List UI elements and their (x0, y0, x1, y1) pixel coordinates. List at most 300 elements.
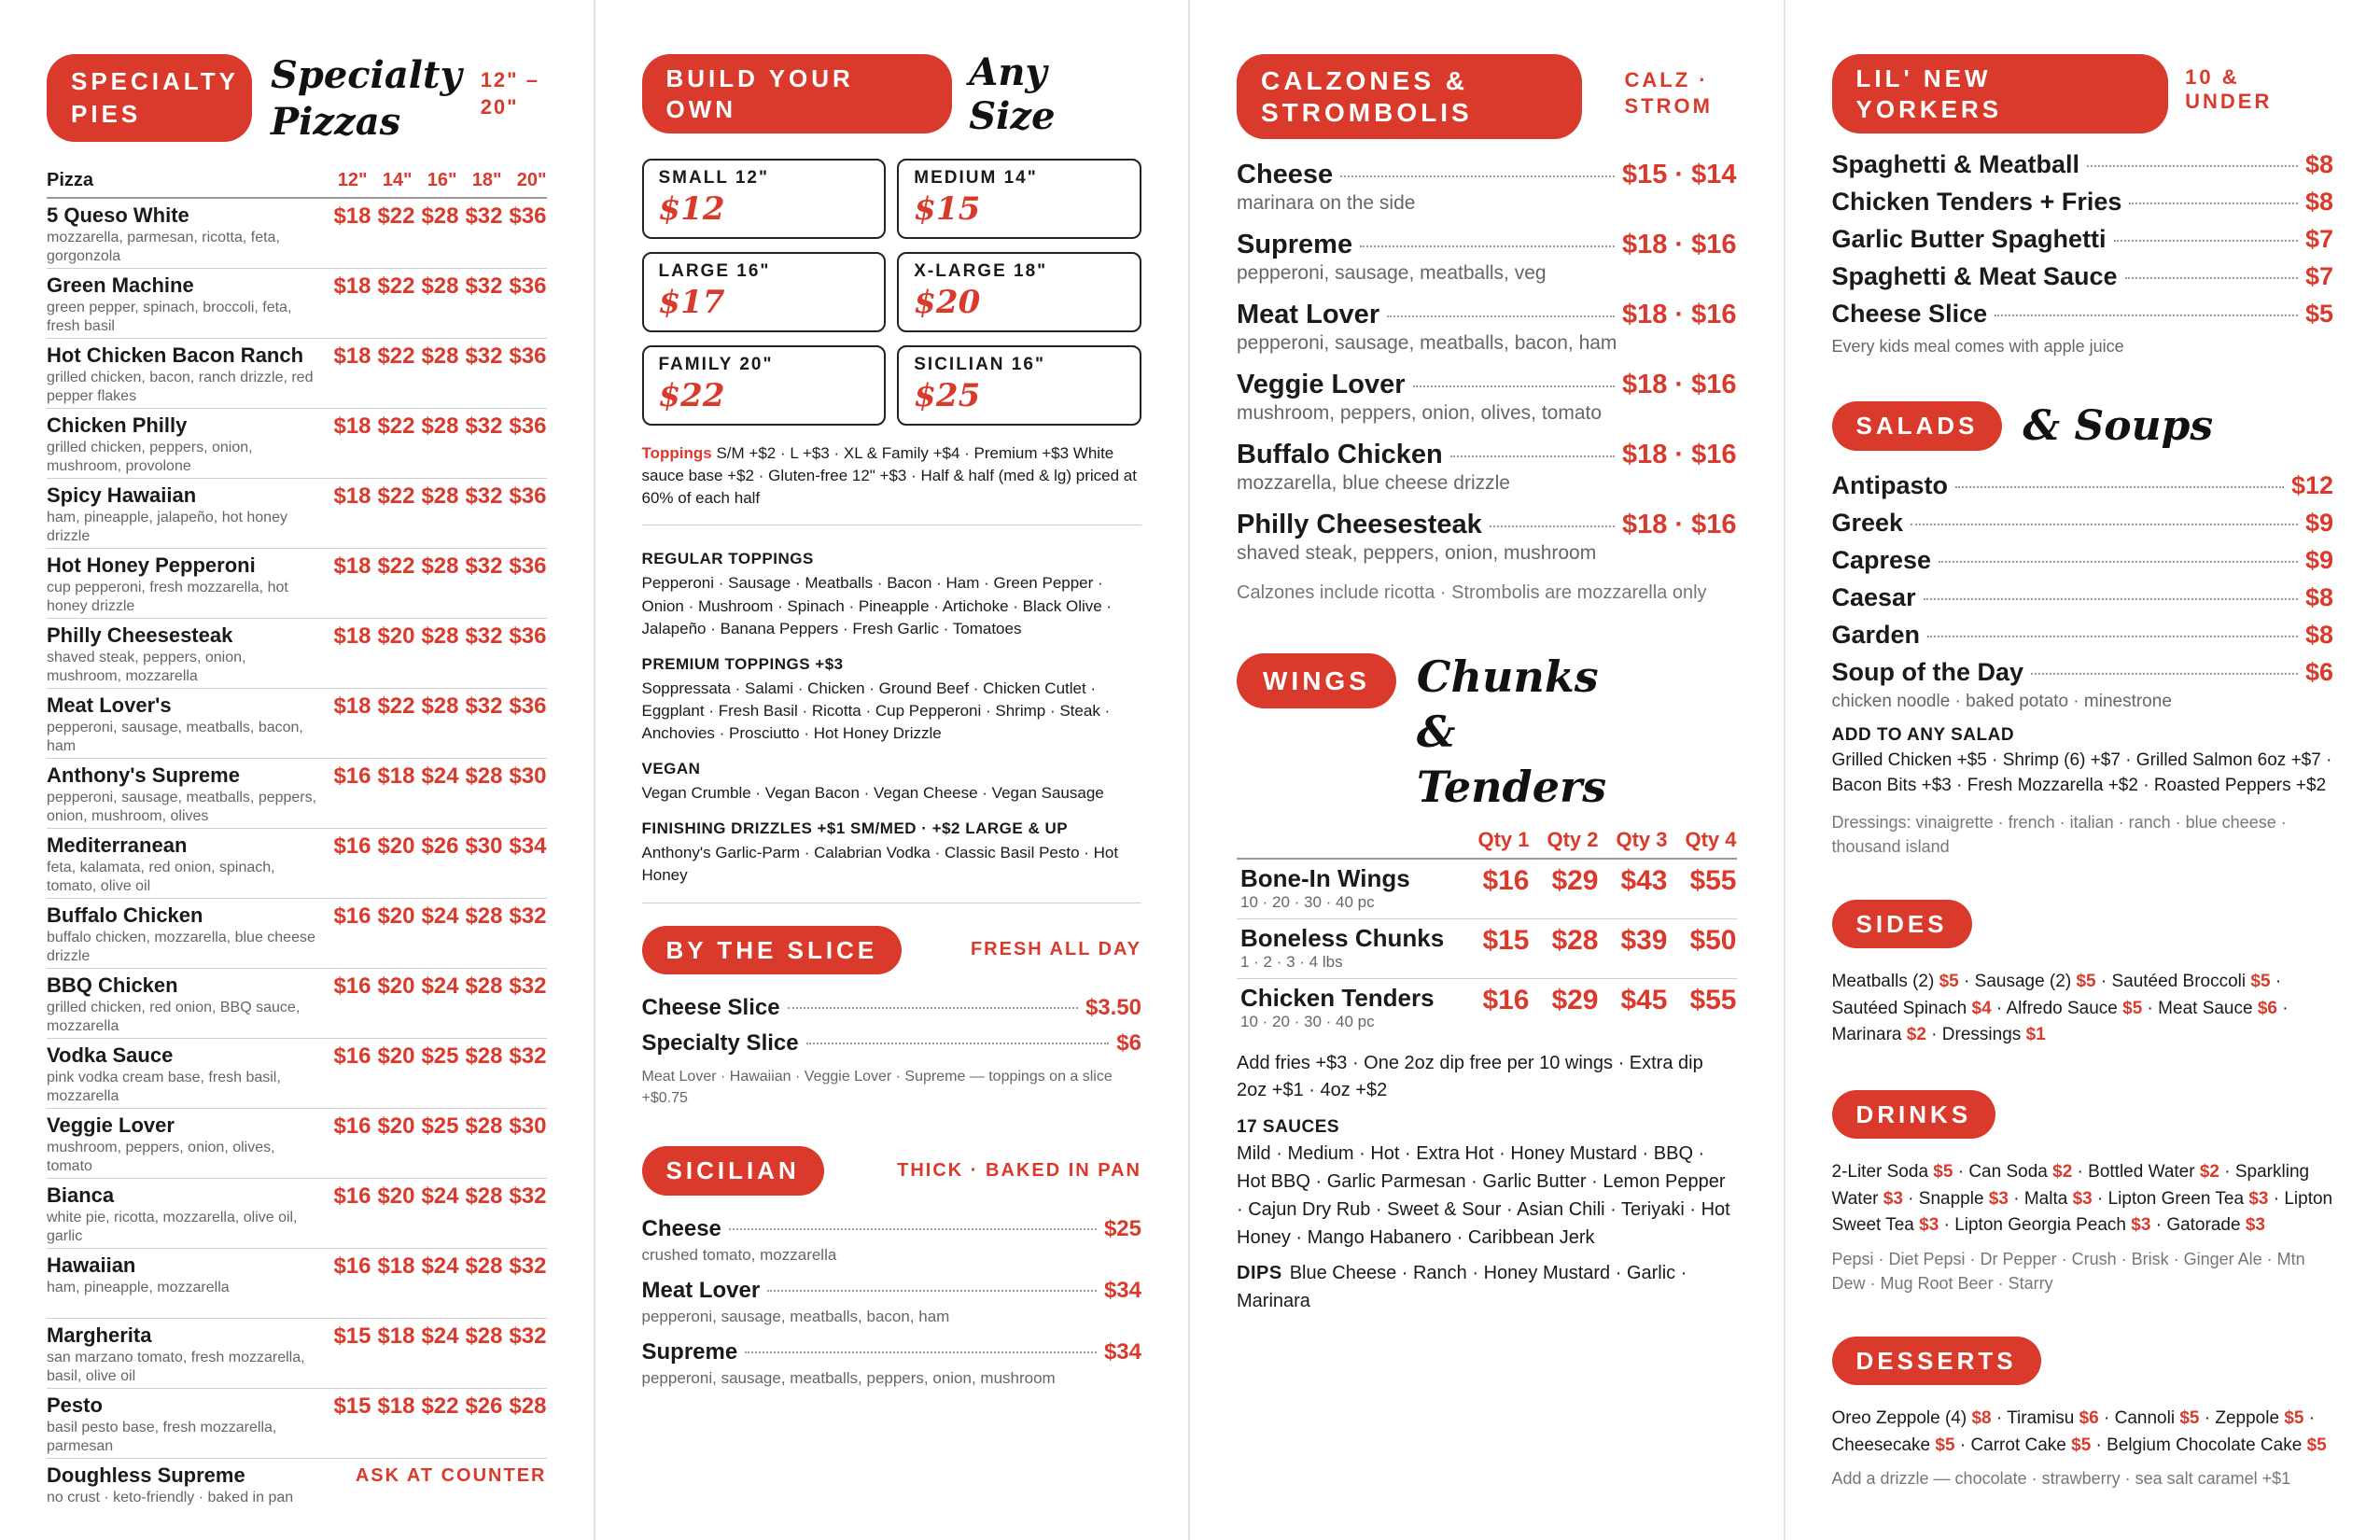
size-header: 16" (427, 170, 457, 190)
desserts-pill: DESSERTS (1832, 1337, 2041, 1386)
separator: · (2277, 998, 2289, 1018)
item-price: $3 (2131, 1215, 2151, 1236)
item-name: Lipton Sweet Tea (1831, 1188, 2333, 1236)
pie-price: $32 (509, 903, 547, 929)
pie-name: Spicy Hawaiian (47, 483, 197, 507)
pie-price: $32 (509, 1183, 547, 1209)
pie-price: $32 (465, 343, 503, 369)
item-price: $5 (1933, 1162, 1953, 1183)
wing-counts: 1 · 2 · 3 · 4 lbs (1240, 953, 1343, 972)
menu-item (642, 1216, 1142, 1242)
pie-text (47, 203, 328, 264)
menu-item (1237, 510, 1737, 540)
size-price: $20 (914, 284, 981, 321)
sides-pill: SIDES (1832, 900, 1972, 949)
pie-text (47, 553, 328, 614)
pie-description: cup pepperoni, fresh mozzarella, hot honey drizzle (47, 580, 288, 614)
kids-list (1832, 150, 2334, 329)
dot-leader (2129, 203, 2298, 204)
table-row (47, 199, 547, 269)
soup-varieties: chicken noodle · baked potato · minestrone (1831, 691, 2172, 711)
item-name: Tiramisu (2007, 1408, 2075, 1429)
pie-price: $16 (333, 1183, 371, 1209)
size-price: $25 (914, 377, 981, 414)
topping-group (642, 550, 1142, 639)
pie-price: $32 (509, 1043, 547, 1069)
pie-price: $28 (465, 763, 503, 789)
topping-group-list: Vegan Crumble · Vegan Bacon · Vegan Cheese · Vegan Sausage (641, 784, 1104, 803)
pie-text (47, 273, 328, 334)
sides-list (1832, 969, 2334, 1049)
size-header: 12" (337, 170, 368, 190)
item-name: Can Soda (1968, 1162, 2048, 1183)
pie-description: san marzano tomato, fresh mozzarella, basil, olive oil (47, 1350, 305, 1384)
pie-description: green pepper, spinach, broccoli, feta, fresh basil (47, 300, 292, 334)
calzones-tag: CALZ · STROM (1624, 68, 1713, 118)
pie-price: $22 (421, 1393, 459, 1419)
item-name: Cheese (641, 1215, 721, 1241)
drinks-section (1832, 1090, 2334, 1295)
dressings-note: Dressings: vinaigrette · french · italian · ranch · blue cheese · thousand island (1831, 812, 2287, 856)
pie-price: $32 (465, 623, 503, 649)
pie-prices (328, 1323, 547, 1384)
table-row (47, 689, 547, 759)
pie-price: $30 (509, 763, 547, 789)
dips-line (1237, 1259, 1737, 1315)
pie-description: mushroom, peppers, onion, olives, tomato (47, 1140, 275, 1174)
qty-header: Qty 3 (1616, 827, 1668, 851)
size-option (642, 345, 887, 426)
item-name: Antipasto (1831, 470, 1948, 499)
column-specialty (0, 0, 595, 1540)
pie-price: $28 (465, 1253, 503, 1279)
salads-pill: SALADS (1832, 401, 2003, 451)
pie-prices (328, 1253, 547, 1314)
pie-prices (328, 1183, 547, 1244)
addon-list: Grilled Chicken +$5 · Shrimp (6) +$7 · Grilled Salmon 6oz +$7 · Bacon Bits +$3 · Fresh Mozzarella +$2 · Roasted Peppers +$2 (1831, 749, 2332, 796)
pie-description: pepperoni, sausage, meatballs, peppers, onion, mushroom, olives (47, 790, 317, 824)
item-description: pepperoni, sausage, meatballs, peppers, onion, mushroom (641, 1368, 1056, 1387)
separator: · (1902, 1188, 1919, 1209)
pie-description: pink vodka cream base, fresh basil, mozzarella (47, 1070, 281, 1104)
item-price: $7 (2304, 262, 2333, 290)
topping-group (642, 655, 1142, 745)
menu-item (1832, 583, 2334, 612)
topping-group-list: Pepperoni · Sausage · Meatballs · Bacon · Ham · Green Pepper · Onion · Mushroom · Spinach · Pineapple · Artichoke · Black Olive · Jalapeño · Banana Peppers · Fresh Garlic · Tomatoes (641, 574, 1113, 637)
item-price: $2 (1906, 1025, 1926, 1045)
column-kids-salads-sides (1785, 0, 2380, 1540)
pie-name: Margherita (47, 1323, 152, 1347)
item-name: Marinara (1831, 1025, 1902, 1045)
pie-price: $28 (421, 273, 459, 299)
item-name: Bottled Water (2088, 1162, 2195, 1183)
separator: · (2142, 998, 2159, 1018)
wing-price: $45 (1620, 984, 1668, 1015)
separator: · (2219, 1162, 2235, 1183)
topping-group-title: FINISHING DRIZZLES +$1 SM/MED · +$2 LARGE & UP (641, 819, 1069, 838)
item-price: $8 (2304, 150, 2333, 178)
salads-header (1832, 401, 2334, 451)
pie-price: $16 (333, 763, 371, 789)
wing-text (1237, 985, 1461, 1035)
item-price: $5 (2306, 1435, 2327, 1455)
item-description: crushed tomato, mozzarella (641, 1245, 837, 1264)
pie-price: $28 (421, 343, 459, 369)
pie-price: $20 (377, 623, 415, 649)
kids-header (1832, 54, 2334, 133)
item-price: $4 (1971, 998, 1992, 1018)
item-price: $3 (1988, 1188, 2009, 1209)
pie-price: $22 (377, 203, 415, 229)
byo-header (642, 50, 1142, 138)
pie-text (47, 973, 328, 1034)
pie-text (47, 1043, 328, 1104)
pie-price: $36 (509, 483, 547, 509)
table-row (47, 969, 547, 1039)
pie-price: $16 (333, 833, 371, 859)
item-name: Veggie Lover (1237, 370, 1406, 400)
pie-price: $16 (333, 1113, 371, 1139)
pie-price: $36 (509, 623, 547, 649)
column-calzones-wings (1190, 0, 1785, 1540)
byo-size-grid (642, 159, 1142, 426)
topping-group-title: REGULAR TOPPINGS (641, 550, 814, 568)
table-row (47, 829, 547, 899)
item-name: Specialty Slice (641, 1030, 799, 1056)
topping-group-title: PREMIUM TOPPINGS +$3 (641, 654, 844, 673)
pie-name: Hot Honey Pepperoni (47, 553, 256, 577)
sides-section (1832, 900, 2334, 1049)
item-description: pepperoni, sausage, meatballs, veg (1237, 262, 1547, 285)
dot-leader (1955, 486, 2284, 488)
pie-prices (328, 553, 547, 614)
topping-group-list: Soppressata · Salami · Chicken · Ground Beef · Chicken Cutlet · Eggplant · Fresh Basil · Ricotta · Cup Pepperoni · Shrimp · Steak · Anchovies · Prosciutto · Hot Honey Drizzle (641, 679, 1111, 742)
item-price: $5 (1939, 972, 1959, 992)
size-price: $22 (658, 377, 725, 414)
desserts-note: Add a drizzle — chocolate · strawberry · sea salt caramel +$1 (1831, 1469, 2291, 1489)
pie-text (47, 903, 328, 964)
size-label: LARGE 16" (658, 261, 771, 281)
pie-prices (328, 623, 547, 684)
item-name: Dressings (1941, 1025, 2022, 1045)
wing-price: $28 (1551, 924, 1599, 956)
pie-price: $20 (377, 833, 415, 859)
pie-description: basil pesto base, fresh mozzarella, parmesan (47, 1420, 277, 1454)
dot-leader (806, 1043, 1110, 1044)
drinks-pill: DRINKS (1832, 1090, 1996, 1140)
separator: · (2008, 1188, 2024, 1209)
item-name: Lipton Georgia Peach (1954, 1215, 2126, 1236)
item-price: $18 · $16 (1621, 300, 1737, 330)
item-price: $6 (2079, 1408, 2099, 1429)
specialty-header (47, 54, 547, 146)
pie-price: $28 (465, 1323, 503, 1349)
item-price: $3.50 (1085, 995, 1141, 1020)
pie-prices (328, 343, 547, 404)
pie-prices (328, 973, 547, 1034)
menu-item (1832, 188, 2334, 217)
dips-list: Blue Cheese · Ranch · Honey Mustard · Garlic · Marinara (1237, 1262, 1687, 1311)
sicilian-header (642, 1146, 1142, 1196)
specialty-script-title: Specialty Pizzas (271, 53, 462, 144)
pie-price: $16 (333, 973, 371, 999)
pie-prices (328, 693, 547, 754)
size-label: MEDIUM 14" (914, 168, 1038, 188)
pie-price: $36 (509, 203, 547, 229)
separator: · (1953, 1162, 1969, 1183)
item-name: Philly Cheesesteak (1237, 510, 1482, 540)
wing-counts: 10 · 20 · 30 · 40 pc (1240, 893, 1375, 912)
item-name: Cheesecake (1831, 1435, 1931, 1455)
item-description: pepperoni, sausage, meatballs, bacon, ham (641, 1307, 950, 1325)
list-item (1237, 300, 1737, 355)
dips-label: DIPS (1237, 1262, 1282, 1283)
pie-price: $16 (333, 1253, 371, 1279)
pie-price: $24 (421, 903, 459, 929)
toppings-pricing-text: S/M +$2 · L +$3 · XL & Family +$4 · Premium +$3 White sauce base +$2 · Gluten-free 12" +$3 · Half & half (med & lg) priced at 60% of each half (641, 444, 1137, 508)
slice-note: Meat Lover · Hawaiian · Veggie Lover · Supreme — toppings on a slice +$0.75 (641, 1069, 1113, 1107)
pie-description: no crust · keto-friendly · baked in pan (47, 1490, 294, 1506)
dot-leader (1450, 455, 1615, 457)
dot-leader (745, 1351, 1097, 1353)
pie-name: Pesto (47, 1393, 103, 1417)
table-row (47, 619, 547, 689)
pie-price: $34 (509, 833, 547, 859)
wing-prices (1461, 865, 1737, 915)
item-price: $18 · $16 (1621, 510, 1737, 540)
item-price: $7 (2304, 225, 2333, 253)
qty-header: Qty 2 (1547, 827, 1599, 851)
pie-price: $32 (465, 203, 503, 229)
pie-price: $36 (509, 553, 547, 579)
desserts-list (1832, 1406, 2334, 1459)
pie-price: $22 (377, 483, 415, 509)
column-build-your-own (595, 0, 1191, 1540)
dot-leader (2087, 165, 2298, 167)
wing-price: $29 (1551, 984, 1599, 1015)
menu-item (642, 1030, 1142, 1057)
pie-price: $18 (377, 1253, 415, 1279)
pie-price: $28 (421, 623, 459, 649)
size-option (897, 345, 1141, 426)
pie-text (47, 623, 328, 684)
list-item (1237, 370, 1737, 425)
pie-price: $26 (465, 1393, 503, 1419)
pie-text (47, 343, 328, 404)
item-name: Cheese (1237, 160, 1334, 190)
item-name: Cheese Slice (641, 995, 780, 1020)
item-name: Alfredo Sauce (2006, 998, 2118, 1018)
pie-description: feta, kalamata, red onion, spinach, tomato, olive oil (47, 860, 275, 894)
pie-price: $22 (377, 273, 415, 299)
pie-price: $18 (333, 483, 371, 509)
pie-prices (328, 903, 547, 964)
dot-leader (767, 1290, 1097, 1292)
size-price: $17 (658, 284, 725, 321)
pie-price: $28 (421, 413, 459, 439)
sauces-title: 17 SAUCES (1237, 1116, 1340, 1137)
toppings-pricing-note (642, 442, 1142, 525)
pie-price: $18 (377, 1323, 415, 1349)
pie-price: $18 (377, 763, 415, 789)
list-item (1237, 160, 1737, 215)
table-row (47, 1179, 547, 1249)
pie-text (47, 1323, 328, 1384)
drinks-list (1832, 1159, 2334, 1239)
separator: · (2199, 1408, 2216, 1429)
table-row (47, 1389, 547, 1459)
pie-price: $28 (421, 553, 459, 579)
size-header: 18" (471, 170, 502, 190)
pie-price: $18 (333, 273, 371, 299)
pie-price: $36 (509, 693, 547, 719)
pie-name: BBQ Chicken (47, 973, 178, 997)
salads-list (1832, 471, 2334, 687)
salads-script-title: & Soups (2023, 401, 2214, 450)
table-row (1237, 979, 1737, 1039)
item-description: mushroom, peppers, onion, olives, tomato (1237, 402, 1603, 425)
item-price: $3 (2248, 1188, 2269, 1209)
dot-leader (1490, 525, 1615, 527)
pie-price: $28 (509, 1393, 547, 1419)
wing-name: Chicken Tenders (1240, 983, 1435, 1012)
wings-header (1237, 650, 1737, 815)
pie-price: $32 (465, 483, 503, 509)
item-name: Meat Lover (1237, 300, 1380, 330)
pie-price: $18 (333, 693, 371, 719)
item-name: Garden (1831, 620, 1921, 649)
pie-price: $24 (421, 1253, 459, 1279)
pie-prices (328, 413, 547, 474)
pie-description: white pie, ricotta, mozzarella, olive oil, garlic (47, 1210, 298, 1244)
separator: · (2092, 1188, 2108, 1209)
item-name: Supreme (1237, 230, 1353, 260)
pie-price: $20 (377, 1113, 415, 1139)
item-name: Cannoli (2114, 1408, 2176, 1429)
item-description: marinara on the side (1237, 192, 1416, 215)
menu-item (1832, 225, 2334, 254)
table-row (47, 1039, 547, 1109)
pie-name: Chicken Philly (47, 413, 188, 437)
item-price: $5 (2179, 1408, 2200, 1429)
size-option (642, 252, 887, 332)
item-price: $15 · $14 (1621, 160, 1737, 190)
item-price: $2 (2199, 1162, 2219, 1183)
pie-price: $28 (465, 973, 503, 999)
item-price: $6 (2304, 657, 2333, 686)
pie-price: $28 (465, 1183, 503, 1209)
byo-script-title: Any Size (969, 50, 1056, 138)
sicilian-tag: THICK · BAKED IN PAN (897, 1160, 1141, 1182)
byo-pill: BUILD YOUR OWN (642, 54, 953, 133)
separator: · (2072, 1162, 2089, 1183)
separator: · (1954, 1435, 1971, 1455)
pie-text (47, 1253, 328, 1314)
dot-leader (1927, 636, 2298, 637)
menu-item (1237, 230, 1737, 260)
item-description: pepperoni, sausage, meatballs, bacon, ham (1237, 332, 1617, 355)
pie-price: $32 (465, 273, 503, 299)
topping-groups (642, 550, 1142, 903)
item-name: Oreo Zeppole (4) (1831, 1408, 1967, 1429)
separator: · (2268, 1188, 2285, 1209)
dot-leader (729, 1228, 1097, 1230)
dot-leader (1911, 524, 2298, 525)
table-row (47, 899, 547, 969)
menu-item (1832, 262, 2334, 291)
separator: · (1991, 1408, 2008, 1429)
item-price: $18 · $16 (1621, 370, 1737, 400)
pie-price: $18 (333, 203, 371, 229)
dot-leader (2114, 240, 2298, 242)
table-row (47, 409, 547, 479)
separator: · (1991, 998, 2007, 1018)
pie-price: $20 (377, 1183, 415, 1209)
pie-prices (328, 1043, 547, 1104)
separator: · (2091, 1435, 2107, 1455)
separator: · (1958, 972, 1975, 992)
pie-text (47, 833, 328, 894)
table-row (47, 339, 547, 409)
wing-counts: 10 · 20 · 30 · 40 pc (1240, 1013, 1375, 1031)
item-name: Sausage (2) (1974, 972, 2072, 992)
pie-price: $16 (333, 903, 371, 929)
pie-prices (328, 833, 547, 894)
pie-price: $15 (333, 1323, 371, 1349)
item-name: Zeppole (2215, 1408, 2280, 1429)
table-row (47, 1249, 547, 1319)
pie-name: Philly Cheesesteak (47, 623, 233, 647)
wings-qty-header (1237, 828, 1737, 860)
desserts-section (1832, 1337, 2334, 1491)
size-option (897, 159, 1141, 239)
wing-name: Bone-In Wings (1240, 863, 1410, 892)
item-price: $34 (1103, 1277, 1141, 1303)
item-price: $5 (1935, 1435, 1955, 1455)
table-row (47, 1109, 547, 1179)
item-price: $8 (2304, 582, 2333, 611)
pie-price: $32 (509, 973, 547, 999)
item-name: Spaghetti & Meatball (1831, 150, 2080, 178)
pie-price: $22 (377, 553, 415, 579)
item-name: Cheese Slice (1831, 300, 1988, 328)
item-name: Snapple (1918, 1188, 1984, 1209)
menu-item (1237, 160, 1737, 190)
size-label: SICILIAN 16" (914, 355, 1045, 374)
pie-prices (328, 483, 547, 544)
pie-name: Green Machine (47, 273, 194, 297)
pie-name: Hawaiian (47, 1253, 136, 1277)
size-option (642, 159, 887, 239)
menu-item (1237, 440, 1737, 470)
pie-name: 5 Queso White (47, 203, 189, 227)
size-label: SMALL 12" (658, 168, 770, 188)
kids-tag: 10 & UNDER (2185, 65, 2273, 113)
wing-price: $15 (1482, 924, 1530, 956)
pie-price: $20 (377, 973, 415, 999)
item-price: $1 (2025, 1025, 2046, 1045)
item-name: Meat Sauce (2158, 998, 2253, 1018)
item-name: 2-Liter Soda (1831, 1162, 1929, 1183)
item-price: $6 (1116, 1030, 1141, 1056)
list-item (1237, 230, 1737, 285)
item-name: Soup of the Day (1831, 657, 2024, 686)
pie-price: $18 (333, 623, 371, 649)
item-name: Caesar (1831, 582, 1916, 611)
table-row (47, 269, 547, 339)
separator: · (1925, 1025, 1942, 1045)
dot-leader (1924, 598, 2298, 600)
